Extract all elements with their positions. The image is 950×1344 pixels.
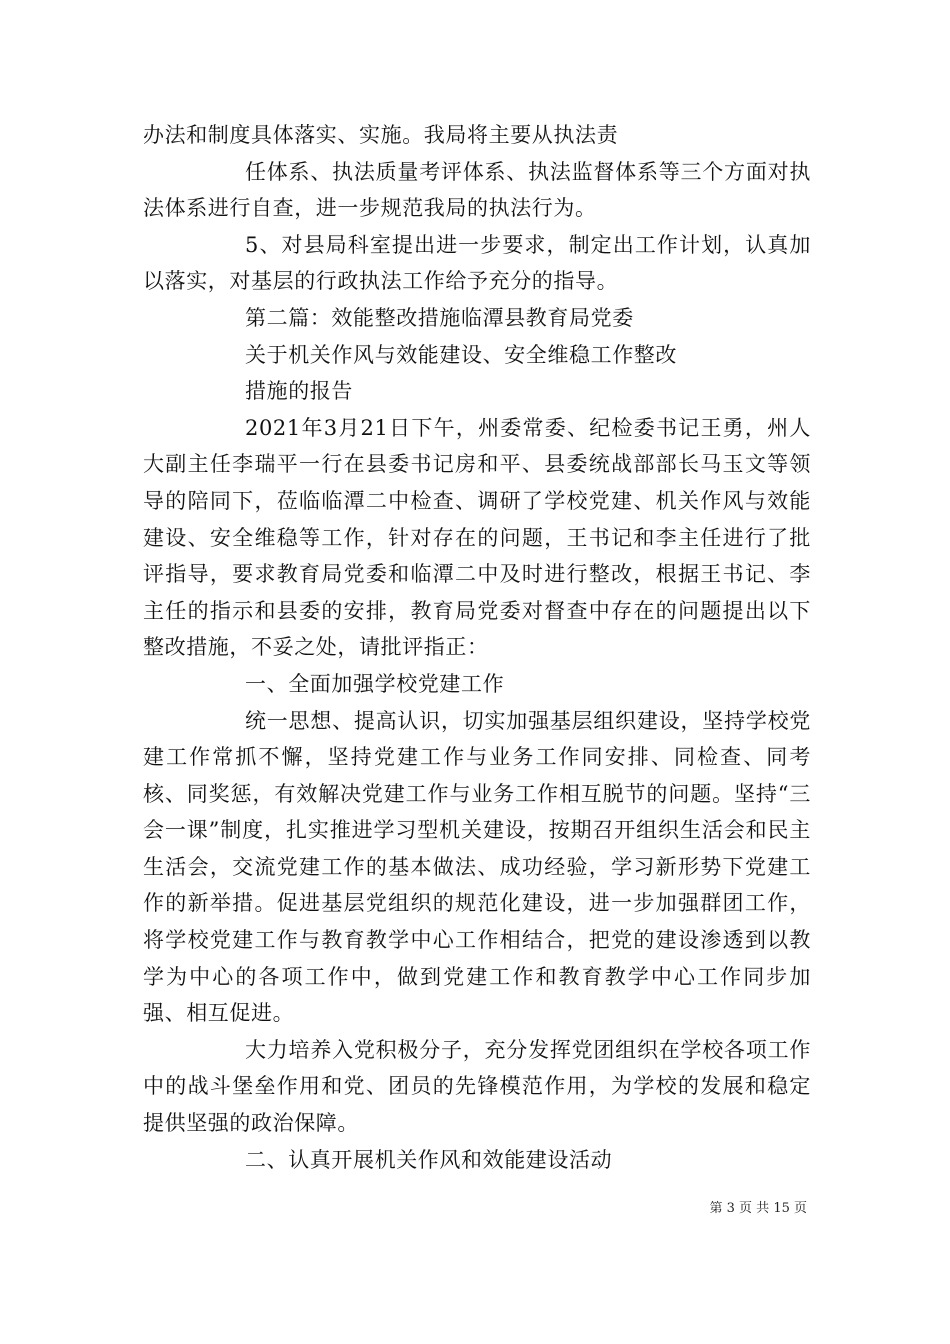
paragraph-party-activists: 大力培养入党积极分子，充分发挥党团组织在学校各项工作中的战斗堡垒作用和党、团员的先锋模范作用，为学校的发展和稳定提供坚强的政治保障。 [143, 1037, 811, 1136]
paragraph-item-5: 5、对县局科室提出进一步要求，制定出工作计划，认真加以落实，对基层的行政执法工作给予充分的指导。 [143, 232, 811, 294]
section-title-line-2: 关于机关作风与效能建设、安全维稳工作整改 [245, 342, 677, 367]
page-number: 第 3 页 共 15 页 [709, 1201, 807, 1216]
heading-party-building: 一、全面加强学校党建工作 [245, 671, 505, 696]
paragraph-party-building: 统一思想、提高认识，切实加强基层组织建设，坚持学校党建工作常抓不懈，坚持党建工作与业务工作同安排、同检查、同考核、同奖惩，有效解决党建工作与业务工作相互脱节的问题。坚持“三会一课”制度，扎实推进学习型机关建设，按期召开组织生活会和民主生活会，交流党建工作的基本做法、成功经验，学习新形势下党建工作的新举措。促进基层党组织的规范化建设，进一步加强群团工作，将学校党建工作与教育教学中心工作相结合，把党的建设渗透到以教学为中心的各项工作中，做到党建工作和教育教学中心工作同步加强、相互促进。 [143, 708, 811, 1026]
document-body [143, 117, 811, 1178]
paragraph-inspection-intro: 2021年3月21日下午，州委常委、纪检委书记王勇，州人大副主任李瑞平一行在县委书记房和平、县委统战部部长马玉文等领导的陪同下，莅临临潭二中检查、调研了学校党建、机关作风与效能建设、安全维稳等工作，针对存在的问题，王书记和李主任进行了批评指导，要求教育局党委和临潭二中及时进行整改，根据王书记、李主任的指示和县委的安排，教育局党委对督查中存在的问题提出以下整改措施，不妥之处，请批评指正： [143, 415, 811, 660]
paragraph-continuation: 办法和制度具体落实、实施。我局将主要从执法责 [143, 123, 619, 147]
heading-work-style: 二、认真开展机关作风和效能建设活动 [245, 1147, 613, 1172]
section-title-line-3: 措施的报告 [245, 379, 353, 404]
section-title-line-1: 第二篇：效能整改措施临潭县教育局党委 [245, 305, 634, 330]
paragraph-enforcement-system: 任体系、执法质量考评体系、执法监督体系等三个方面对执法体系进行自查，进一步规范我局的执法行为。 [143, 159, 811, 221]
